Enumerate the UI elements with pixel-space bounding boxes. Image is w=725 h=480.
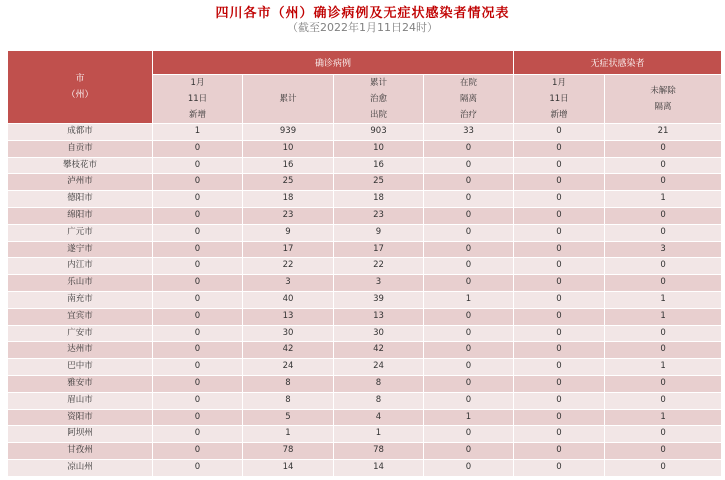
cell-city: 资阳市 [8, 409, 153, 426]
table-row [8, 291, 722, 308]
table-row [8, 325, 722, 342]
cell-asym-new: 0 [514, 174, 605, 191]
cell-asym-iso: 21 [605, 124, 722, 141]
cell-asym-new: 0 [514, 224, 605, 241]
cell-asym-new: 0 [514, 359, 605, 376]
cell-total: 23 [243, 207, 334, 224]
table-row [8, 392, 722, 409]
cell-recovered: 39 [334, 291, 424, 308]
cell-asym-new: 0 [514, 308, 605, 325]
cell-total: 42 [243, 342, 334, 359]
cell-city: 绵阳市 [8, 207, 153, 224]
cell-asym-new: 0 [514, 392, 605, 409]
cell-city: 成都市 [8, 124, 153, 141]
cell-total: 939 [243, 124, 334, 141]
cell-asym-iso: 1 [605, 308, 722, 325]
header-confirmed-hospital [424, 75, 514, 124]
cell-asym-new: 0 [514, 258, 605, 275]
cell-asym-iso: 0 [605, 258, 722, 275]
cell-asym-new: 0 [514, 291, 605, 308]
cell-new: 0 [153, 275, 243, 292]
cases-table [7, 50, 722, 477]
table-row [8, 426, 722, 443]
cell-total: 3 [243, 275, 334, 292]
cell-new: 0 [153, 342, 243, 359]
header-confirmed-group: 确诊病例 [153, 51, 514, 75]
cell-asym-iso: 0 [605, 207, 722, 224]
cell-recovered: 9 [334, 224, 424, 241]
cell-asym-iso: 0 [605, 157, 722, 174]
cell-city: 内江市 [8, 258, 153, 275]
cell-city: 攀枝花市 [8, 157, 153, 174]
cell-new: 0 [153, 207, 243, 224]
header-confirmed-total [243, 75, 334, 124]
cell-asym-new: 0 [514, 124, 605, 141]
cell-hospital: 0 [424, 275, 514, 292]
cell-recovered: 4 [334, 409, 424, 426]
cell-asym-iso: 0 [605, 459, 722, 476]
cell-total: 13 [243, 308, 334, 325]
header-text: 1月 [552, 78, 566, 88]
cell-recovered: 903 [334, 124, 424, 141]
cell-city: 巴中市 [8, 359, 153, 376]
cell-recovered: 30 [334, 325, 424, 342]
cell-new: 0 [153, 224, 243, 241]
cell-new: 1 [153, 124, 243, 141]
cell-asym-iso: 0 [605, 426, 722, 443]
cell-hospital: 0 [424, 258, 514, 275]
table-row [8, 207, 722, 224]
cell-asym-iso: 0 [605, 392, 722, 409]
cell-asym-iso: 0 [605, 375, 722, 392]
table-row [8, 258, 722, 275]
cell-hospital: 0 [424, 426, 514, 443]
cell-hospital: 1 [424, 409, 514, 426]
cell-recovered: 16 [334, 157, 424, 174]
cell-total: 30 [243, 325, 334, 342]
cell-total: 14 [243, 459, 334, 476]
cell-city: 自贡市 [8, 140, 153, 157]
cell-recovered: 10 [334, 140, 424, 157]
page-title: 四川各市（州）确诊病例及无症状感染者情况表 [215, 6, 510, 21]
cell-total: 25 [243, 174, 334, 191]
cell-city: 南充市 [8, 291, 153, 308]
cell-new: 0 [153, 174, 243, 191]
cell-asym-new: 0 [514, 157, 605, 174]
cell-asym-new: 0 [514, 375, 605, 392]
header-text: 出院 [369, 110, 387, 120]
cell-asym-iso: 1 [605, 191, 722, 208]
cell-recovered: 14 [334, 459, 424, 476]
header-asymptomatic-group: 无症状感染者 [514, 51, 722, 75]
header-text: 在院 [460, 78, 478, 88]
cell-hospital: 0 [424, 325, 514, 342]
page-subtitle: （截至2022年1月11日24时） [287, 21, 438, 34]
cell-asym-new: 0 [514, 443, 605, 460]
cell-new: 0 [153, 258, 243, 275]
table-row [8, 140, 722, 157]
cell-new: 0 [153, 241, 243, 258]
header-text: 隔离 [460, 94, 478, 104]
cell-recovered: 42 [334, 342, 424, 359]
cell-city: 乐山市 [8, 275, 153, 292]
cell-hospital: 0 [424, 224, 514, 241]
table-row [8, 174, 722, 191]
cell-hospital: 0 [424, 140, 514, 157]
header-asym-isolation [605, 75, 722, 124]
cell-city: 广安市 [8, 325, 153, 342]
cell-hospital: 0 [424, 157, 514, 174]
cell-city: 德阳市 [8, 191, 153, 208]
cell-recovered: 8 [334, 392, 424, 409]
cell-recovered: 24 [334, 359, 424, 376]
header-text: 新增 [550, 110, 568, 120]
cell-new: 0 [153, 443, 243, 460]
cell-asym-new: 0 [514, 140, 605, 157]
cell-total: 9 [243, 224, 334, 241]
cell-asym-iso: 0 [605, 325, 722, 342]
header-text: 累计 [369, 78, 387, 88]
cell-asym-iso: 0 [605, 342, 722, 359]
header-text: 11日 [187, 94, 208, 104]
cell-hospital: 0 [424, 207, 514, 224]
cell-new: 0 [153, 409, 243, 426]
cell-asym-iso: 0 [605, 224, 722, 241]
cell-recovered: 22 [334, 258, 424, 275]
cell-hospital: 0 [424, 308, 514, 325]
table-row [8, 224, 722, 241]
cell-total: 10 [243, 140, 334, 157]
header-text: 新增 [188, 110, 206, 120]
cell-asym-new: 0 [514, 241, 605, 258]
cell-asym-iso: 1 [605, 409, 722, 426]
cell-city: 阿坝州 [8, 426, 153, 443]
table-row [8, 342, 722, 359]
cell-asym-iso: 3 [605, 241, 722, 258]
cell-total: 8 [243, 375, 334, 392]
cell-recovered: 17 [334, 241, 424, 258]
header-city [8, 51, 153, 124]
cell-hospital: 0 [424, 375, 514, 392]
cell-city: 泸州市 [8, 174, 153, 191]
cell-new: 0 [153, 459, 243, 476]
header-text: 1月 [190, 78, 205, 88]
cell-recovered: 23 [334, 207, 424, 224]
table-row [8, 157, 722, 174]
table-row [8, 409, 722, 426]
header-text: 未解除 [650, 86, 676, 96]
cell-total: 5 [243, 409, 334, 426]
header-confirmed-recovered [334, 75, 424, 124]
cell-new: 0 [153, 359, 243, 376]
cell-new: 0 [153, 325, 243, 342]
header-text: 治疗 [460, 110, 478, 120]
header-text: 累计 [279, 94, 297, 104]
cell-total: 40 [243, 291, 334, 308]
cell-new: 0 [153, 140, 243, 157]
cell-recovered: 18 [334, 191, 424, 208]
table-row [8, 459, 722, 476]
cell-city: 凉山州 [8, 459, 153, 476]
cell-new: 0 [153, 157, 243, 174]
cell-hospital: 0 [424, 392, 514, 409]
cell-recovered: 1 [334, 426, 424, 443]
cell-total: 78 [243, 443, 334, 460]
cell-total: 16 [243, 157, 334, 174]
cell-total: 18 [243, 191, 334, 208]
cell-asym-iso: 1 [605, 359, 722, 376]
cell-total: 24 [243, 359, 334, 376]
cell-total: 8 [243, 392, 334, 409]
cell-new: 0 [153, 375, 243, 392]
cell-recovered: 25 [334, 174, 424, 191]
cell-new: 0 [153, 392, 243, 409]
table-row [8, 124, 722, 141]
cell-hospital: 0 [424, 459, 514, 476]
cell-total: 22 [243, 258, 334, 275]
cell-hospital: 33 [424, 124, 514, 141]
cell-hospital: 0 [424, 443, 514, 460]
cell-asym-new: 0 [514, 207, 605, 224]
cell-recovered: 3 [334, 275, 424, 292]
table-row [8, 375, 722, 392]
cell-total: 17 [243, 241, 334, 258]
cell-asym-new: 0 [514, 325, 605, 342]
header-city-line2: （州） [66, 90, 94, 100]
cell-new: 0 [153, 291, 243, 308]
cell-city: 达州市 [8, 342, 153, 359]
cell-asym-iso: 0 [605, 174, 722, 191]
cell-asym-new: 0 [514, 409, 605, 426]
cell-total: 1 [243, 426, 334, 443]
cell-new: 0 [153, 191, 243, 208]
table-row [8, 191, 722, 208]
cell-city: 宜宾市 [8, 308, 153, 325]
cell-city: 雅安市 [8, 375, 153, 392]
header-city-line1: 市 [75, 74, 85, 84]
cell-asym-new: 0 [514, 342, 605, 359]
header-confirmed-new [153, 75, 243, 124]
header-asym-new [514, 75, 605, 124]
cell-recovered: 13 [334, 308, 424, 325]
header-text: 11日 [549, 94, 569, 104]
table-row [8, 308, 722, 325]
table-row [8, 241, 722, 258]
header-text: 治愈 [369, 94, 387, 104]
cell-city: 遂宁市 [8, 241, 153, 258]
cell-hospital: 1 [424, 291, 514, 308]
header-text: 隔离 [654, 102, 672, 112]
cell-hospital: 0 [424, 342, 514, 359]
cell-asym-new: 0 [514, 459, 605, 476]
cell-hospital: 0 [424, 191, 514, 208]
table-row [8, 443, 722, 460]
cell-asym-iso: 0 [605, 443, 722, 460]
cell-asym-new: 0 [514, 426, 605, 443]
table-row [8, 275, 722, 292]
cell-recovered: 78 [334, 443, 424, 460]
cell-hospital: 0 [424, 359, 514, 376]
table-row [8, 359, 722, 376]
cell-hospital: 0 [424, 241, 514, 258]
cell-new: 0 [153, 426, 243, 443]
cell-recovered: 8 [334, 375, 424, 392]
cell-asym-iso: 0 [605, 275, 722, 292]
cell-asym-iso: 0 [605, 140, 722, 157]
cell-new: 0 [153, 308, 243, 325]
cell-asym-new: 0 [514, 275, 605, 292]
cell-city: 眉山市 [8, 392, 153, 409]
cell-hospital: 0 [424, 174, 514, 191]
cell-asym-new: 0 [514, 191, 605, 208]
cell-asym-iso: 1 [605, 291, 722, 308]
cell-city: 甘孜州 [8, 443, 153, 460]
cell-city: 广元市 [8, 224, 153, 241]
